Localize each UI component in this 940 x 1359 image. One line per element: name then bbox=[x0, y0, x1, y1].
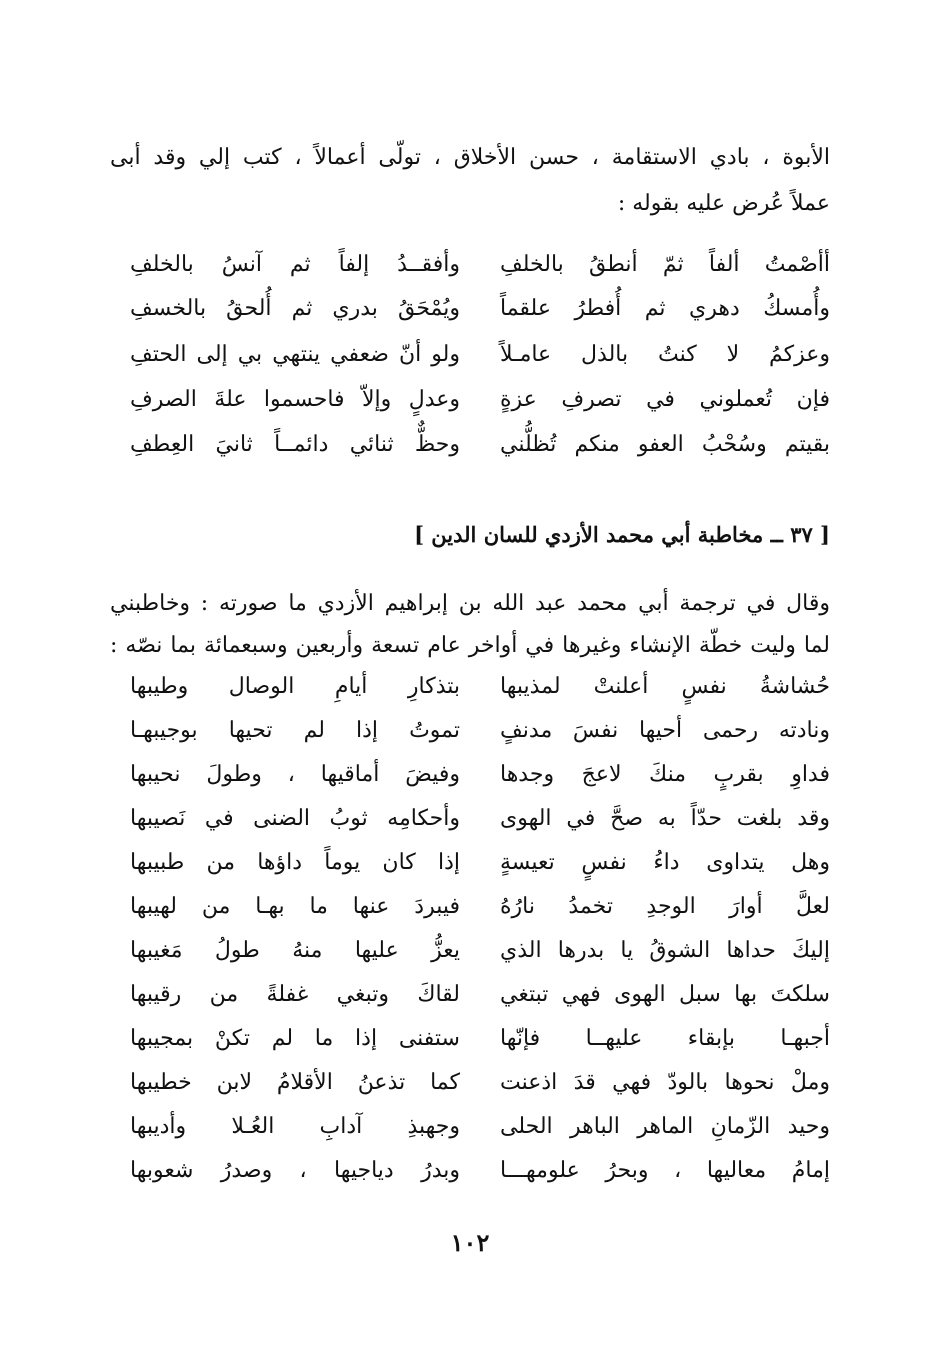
poem2-verse bbox=[130, 846, 830, 886]
poem1-hemistich-second: ولو أنّ ضعفي ينتهي بي إلى الحتفِ bbox=[130, 342, 460, 367]
poem2-verse bbox=[130, 1110, 830, 1150]
poem2-hemistich-first: إمامُ معاليها ، وبحرُ علومهـــا bbox=[500, 1158, 830, 1183]
poem2-verse bbox=[130, 934, 830, 974]
poem2-hemistich-second: وفيضَ أماقيها ، وطولَ نحيبها bbox=[130, 762, 460, 787]
poem2-verse bbox=[130, 978, 830, 1018]
section-line-2: لما وليت خطّة الإنشاء وغيرها في أواخر عام تسعة وأربعين وسبعمائة بما نصّه : bbox=[110, 633, 830, 658]
poem2-hemistich-second: بتذكارِ أيامِ الوصال وطيبها bbox=[130, 674, 460, 699]
poem2-hemistich-second: فيبردَ عنها ما بهـا من لهيبها bbox=[130, 894, 460, 919]
poem2-hemistich-second: لقاكَ وتبغي غفلةً من رقيبها bbox=[130, 982, 460, 1007]
poem2-verse bbox=[130, 802, 830, 842]
poem1-hemistich-second: وأفقــدُ إلفاً ثم آنسُ بالخلفِ bbox=[130, 252, 460, 277]
poem2-hemistich-second: ستفنى إذا ما لم تكنْ بمجيبها bbox=[130, 1026, 460, 1051]
section-line-1: وقال في ترجمة أبي محمد عبد الله بن إبراهيم الأزدي ما صورته : وخاطبني bbox=[110, 591, 830, 616]
poem2-hemistich-first: سلكتَ بها سبل الهوى فهي تبتغي bbox=[500, 982, 830, 1007]
poem1-verse bbox=[130, 248, 830, 288]
poem2-verse bbox=[130, 714, 830, 754]
poem1-verse bbox=[130, 292, 830, 332]
poem1-hemistich-first: بقيتم وسُحْبُ العفو منكم تُظلُّني bbox=[500, 432, 830, 457]
poem1-hemistich-second: وحظٌّ ثنائي دائمــاً ثانيَ العِطفِ bbox=[130, 432, 460, 457]
poem1-hemistich-second: وعدلٍ وإلاّ فاحسموا علةَ الصرفِ bbox=[130, 387, 460, 412]
poem2-hemistich-first: ونادته رحمى أحيها نفسَ مدنفٍ bbox=[500, 718, 830, 743]
poem2-hemistich-first: فداوِ بقربٍ منكَ لاعجَ وجدها bbox=[500, 762, 830, 787]
poem2-hemistich-second: وجهبذِ آدابِ العُـلا وأديبها bbox=[130, 1114, 460, 1139]
poem1-verse bbox=[130, 338, 830, 378]
poem1-verse bbox=[130, 383, 830, 423]
poem2-verse bbox=[130, 890, 830, 930]
poem2-hemistich-first: وهل يتداوى داءُ نفسٍ تعيسةٍ bbox=[500, 850, 830, 875]
poem1-hemistich-first: وعزكمُ لا كنتُ بالذل عامـلاً bbox=[500, 342, 830, 367]
poem2-hemistich-second: تموتُ إذا لم تحيها بوجيبهـا bbox=[130, 718, 460, 743]
poem2-hemistich-first: حُشاشةُ نفسٍ أعلنتْ لمذيبها bbox=[500, 674, 830, 699]
intro-line-2: عملاً عُرض عليه بقوله : bbox=[617, 191, 830, 216]
page-number: ١٠٢ bbox=[450, 1228, 490, 1257]
poem2-hemistich-second: وبدرُ دياجيها ، وصدرُ شعوبها bbox=[130, 1158, 460, 1183]
poem1-hemistich-first: فإن تُعملوني في تصرفِ عزةٍ bbox=[500, 387, 830, 412]
poem2-verse bbox=[130, 1154, 830, 1194]
poem2-hemistich-first: وقد بلغت حدّاً به صحَّ في الهوى bbox=[500, 806, 830, 831]
poem2-hemistich-first: وحيد الزّمانِ الماهر الباهر الحلى bbox=[500, 1114, 830, 1139]
poem2-hemistich-second: كما تذعنُ الأقلامُ لابن خطيبها bbox=[130, 1070, 460, 1095]
section-heading: [ ٣٧ ــ مخاطبة أبي محمد الأزدي للسان الدين ] bbox=[414, 522, 830, 547]
poem2-hemistich-second: إذا كان يوماً داؤها من طبيبها bbox=[130, 850, 460, 875]
poem1-hemistich-first: أأصْمتُ ألفاً ثمّ أنطقُ بالخلفِ bbox=[500, 252, 830, 277]
poem2-verse bbox=[130, 1066, 830, 1106]
poem2-hemistich-second: يعزُّ عليها منهُ طولُ مَغيبها bbox=[130, 938, 460, 963]
poem2-hemistich-first: لعلَّ أوارَ الوجدِ تخمدُ نارُهُ bbox=[500, 894, 830, 919]
poem2-hemistich-first: أجبهـا بإبقاء عليهــا فإنّها bbox=[500, 1026, 830, 1051]
intro-line-1: الأبوة ، بادي الاستقامة ، حسن الأخلاق ، تولّى أعمالاً ، كتب إلي وقد أبى bbox=[110, 145, 830, 170]
poem2-verse bbox=[130, 758, 830, 798]
poem2-hemistich-first: وملْ نحوها بالودّ فهي قدَ اذعنت bbox=[500, 1070, 830, 1095]
poem2-verse bbox=[130, 670, 830, 710]
poem1-verse bbox=[130, 428, 830, 468]
poem1-hemistich-second: ويُمْحَقُ بدري ثم أُلحقُ بالخسفِ bbox=[130, 296, 460, 321]
poem2-hemistich-first: إليكَ حداها الشوقُ يا بدرها الذي bbox=[500, 938, 830, 963]
poem1-hemistich-first: وأُمسكُ دهري ثم أُفطرُ علقماً bbox=[500, 296, 830, 321]
poem2-verse bbox=[130, 1022, 830, 1062]
poem2-hemistich-second: وأحكامِه ثوبُ الضنى في نَصيبها bbox=[130, 806, 460, 831]
